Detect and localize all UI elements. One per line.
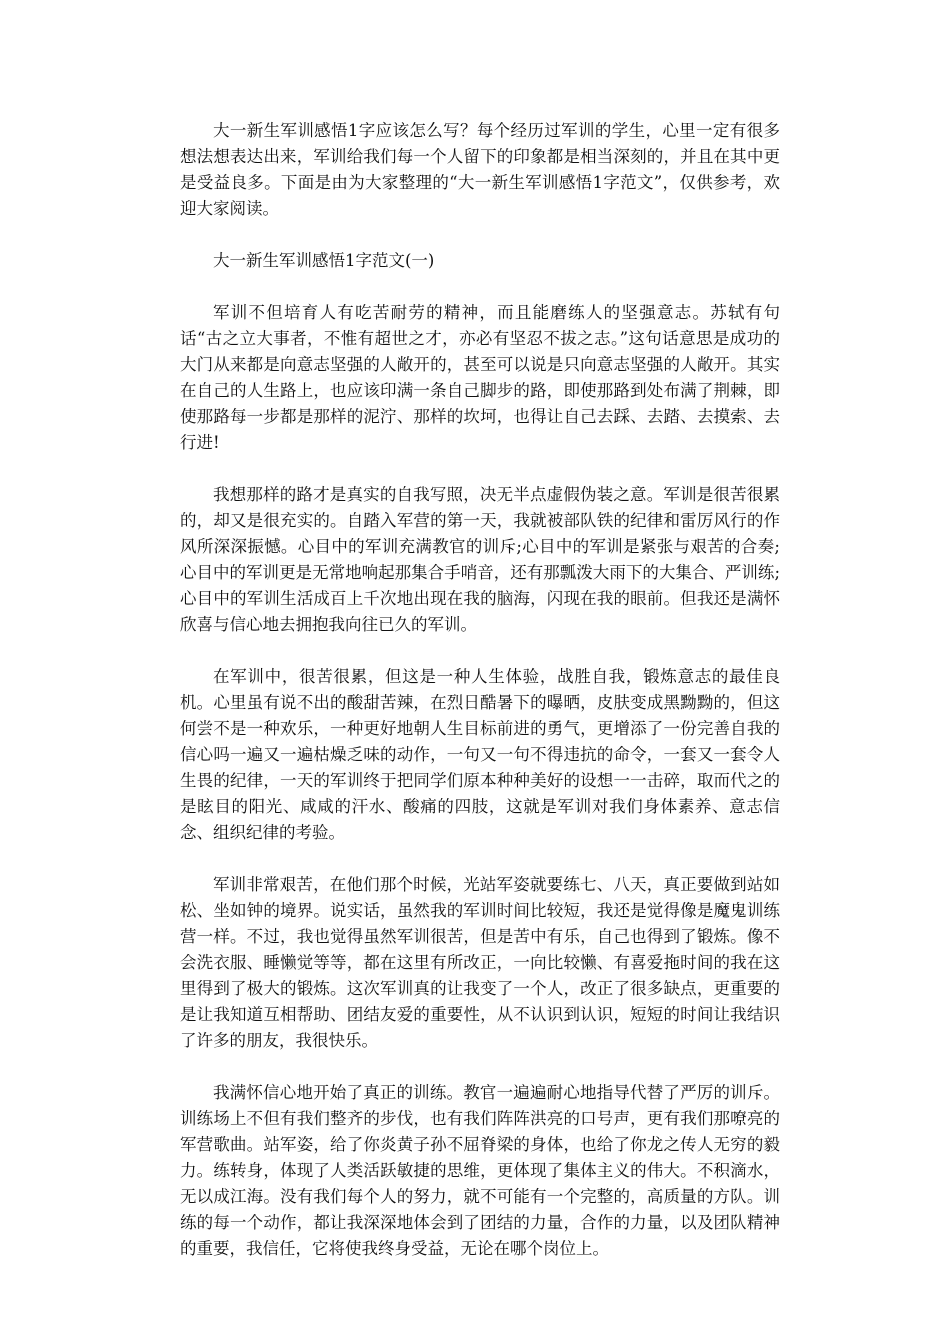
body-paragraph-2: 我想那样的路才是真实的自我写照，决无半点虚假伪装之意。军训是很苦很累的，却又是很充实的。自踏入军营的第一天，我就被部队铁的纪律和雷厉风行的作风所深深振憾。心目中的军训充满教官的训斥;心目中的军训是紧张与艰苦的合奏;心目中的军训更是无常地响起那集合手哨音，还有那瓢泼大雨下的大集合、严训练;心目中的军训生活成百上千次地出现在我的脑海，闪现在我的眼前。但我还是满怀欣喜与信心地去拥抱我向往已久的军训。: [180, 485, 780, 634]
intro-paragraph: 大一新生军训感悟1字应该怎么写？每个经历过军训的学生，心里一定有很多想法想表达出来，军训给我们每一个人留下的印象都是相当深刻的，并且在其中更是受益良多。下面是由为大家整理的“大一新生军训感悟1字范文”，仅供参考，欢迎大家阅读。: [180, 121, 780, 218]
body-paragraph-1: 军训不但培育人有吃苦耐劳的精神，而且能磨练人的坚强意志。苏轼有句话“古之立大事者，不惟有超世之才，亦必有坚忍不拔之志。”这句话意思是成功的大门从来都是向意志坚强的人敞开的，甚至可以说是只向意志坚强的人敞开。其实在自己的人生路上，也应该印满一条自己脚步的路，即使那路到处布满了荆棘，即使那路每一步都是那样的泥泞、那样的坎坷，也得让自己去踩、去踏、去摸索、去行进!: [180, 303, 780, 452]
section-title: 大一新生军训感悟1字范文(一): [213, 251, 435, 270]
body-paragraph-5: 我满怀信心地开始了真正的训练。教官一遍遍耐心地指导代替了严厉的训斥。训练场上不但有我们整齐的步伐，也有我们阵阵洪亮的口号声，更有我们那嘹亮的军营歌曲。站军姿，给了你炎黄子孙不屈脊梁的身体，也给了你龙之传人无穷的毅力。练转身，体现了人类活跃敏捷的思维，更体现了集体主义的伟大。不积滴水，无以成江海。没有我们每个人的努力，就不可能有一个完整的，高质量的方队。训练的每一个动作，都让我深深地体会到了团结的力量，合作的力量，以及团队精神的重要，我信任，它将使我终身受益，无论在哪个岗位上。: [180, 1083, 780, 1258]
body-paragraph-4: 军训非常艰苦，在他们那个时候，光站军姿就要练七、八天，真正要做到站如松、坐如钟的境界。说实话，虽然我的军训时间比较短，我还是觉得像是魔鬼训练营一样。不过，我也觉得虽然军训很苦，但是苦中有乐，自己也得到了锻炼。像不会洗衣服、睡懒觉等等，都在这里有所改正，一向比较懒、有喜爱拖时间的我在这里得到了极大的锻炼。这次军训真的让我变了一个人，改正了很多缺点，更重要的是让我知道互相帮助、团结友爱的重要性，从不认识到认识，短短的时间让我结识了许多的朋友，我很快乐。: [180, 875, 780, 1050]
body-paragraph-3: 在军训中，很苦很累，但这是一种人生体验，战胜自我，锻炼意志的最佳良机。心里虽有说不出的酸甜苦辣，在烈日酷暑下的曝晒，皮肤变成黑黝黝的，但这何尝不是一种欢乐，一种更好地朝人生目标前进的勇气，更增添了一份完善自我的信心吗一遍又一遍枯燥乏味的动作，一句又一句不得违抗的命令，一套又一套令人生畏的纪律，一天的军训终于把同学们原本种种美好的设想一一击碎，取而代之的是眩目的阳光、咸咸的汗水、酸痛的四肢，这就是军训对我们身体素养、意志信念、组织纪律的考验。: [180, 667, 780, 842]
document-page: [180, 118, 780, 1288]
